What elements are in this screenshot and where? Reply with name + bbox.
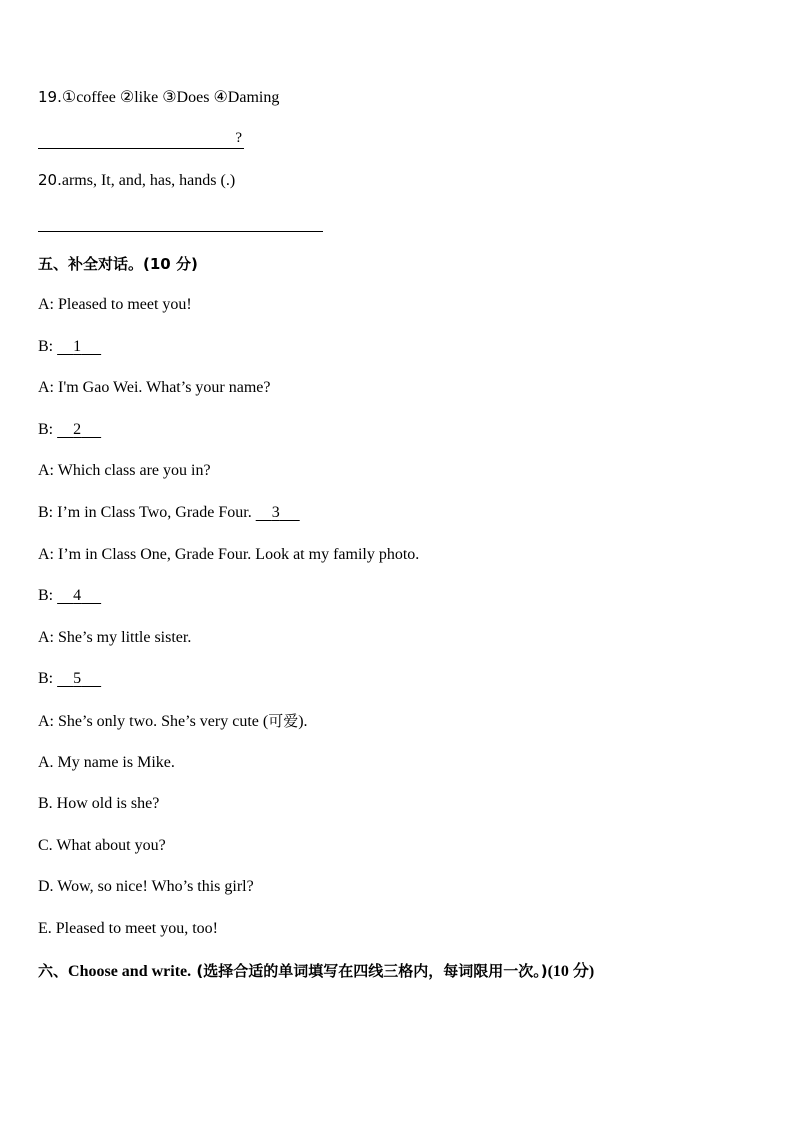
speaker-label: B: [38,504,54,521]
question-20 [38,170,235,191]
dialogue-line [38,420,101,440]
question-19-number: 19. [38,88,62,106]
blank-5[interactable] [57,669,101,689]
dialogue-text: Which class are you in? [57,462,211,479]
question-19 [38,87,279,108]
speaker-label: A: [38,629,54,646]
section-6-title [38,961,594,982]
dialogue-text: She’s only two. She’s very cute ( [58,713,269,730]
option-c: C. What about you? [38,837,166,854]
section-6-score: (10 分) [547,963,595,980]
blank-1[interactable] [57,337,101,357]
blank-number: 4 [73,587,82,604]
blank-number: 2 [73,421,82,438]
speaker-label: A: [38,379,54,396]
speaker-label: A: [38,546,54,563]
speaker-label: A: [38,713,54,730]
dialogue-line [38,711,308,732]
speaker-label: B: [38,670,54,687]
section-6-title-english: Choose and write. [68,963,192,980]
dialogue-cjk-gloss: 可爱 [268,712,299,730]
question-19-words: ①coffee ②like ③Does ④Daming [61,89,280,106]
question-20-answer-line[interactable] [38,213,323,232]
speaker-label: A: [38,296,54,313]
dialogue-text: I’m in Class Two, Grade Four. [57,504,252,521]
blank-number: 5 [73,670,82,687]
speaker-label: B: [38,421,54,438]
option-a: A. My name is Mike. [38,754,175,771]
option-d: D. Wow, so nice! Who’s this girl? [38,878,254,895]
dialogue-line [38,503,300,523]
option-b: B. How old is she? [38,795,160,812]
section-5-title: 五、补全对话。(10 分) [38,255,198,273]
blank-4[interactable] [57,586,101,606]
dialogue-text: I’m in Class One, Grade Four. Look at my family photo. [58,546,420,563]
dialogue-text: She’s my little sister. [58,629,192,646]
question-19-answer-line[interactable] [38,130,244,149]
dialogue-line [38,337,101,357]
blank-3[interactable] [256,503,300,523]
section-6-instructions: (选择合适的单词填写在四线三格内，每词限用一次。) [191,962,548,980]
speaker-label: B: [38,338,54,355]
dialogue-text: Pleased to meet you! [58,296,192,313]
dialogue-text-tail: ). [298,713,308,730]
section-6-prefix: 六、 [38,962,69,980]
speaker-label: B: [38,587,54,604]
dialogue-line [38,378,271,398]
question-20-number: 20. [38,171,62,189]
dialogue-line [38,545,419,565]
question-20-words: arms, It, and, has, hands (.) [61,172,236,189]
dialogue-line [38,669,101,689]
dialogue-line [38,628,191,648]
dialogue-line [38,295,192,315]
question-19-question-mark: ? [235,130,242,146]
speaker-label: A: [38,462,54,479]
dialogue-text: I'm Gao Wei. What’s your name? [58,379,271,396]
dialogue-line [38,461,211,481]
option-e: E. Pleased to meet you, too! [38,920,218,937]
blank-2[interactable] [57,420,101,440]
dialogue-line [38,586,101,606]
blank-number: 1 [73,338,82,355]
blank-number: 3 [271,504,280,521]
